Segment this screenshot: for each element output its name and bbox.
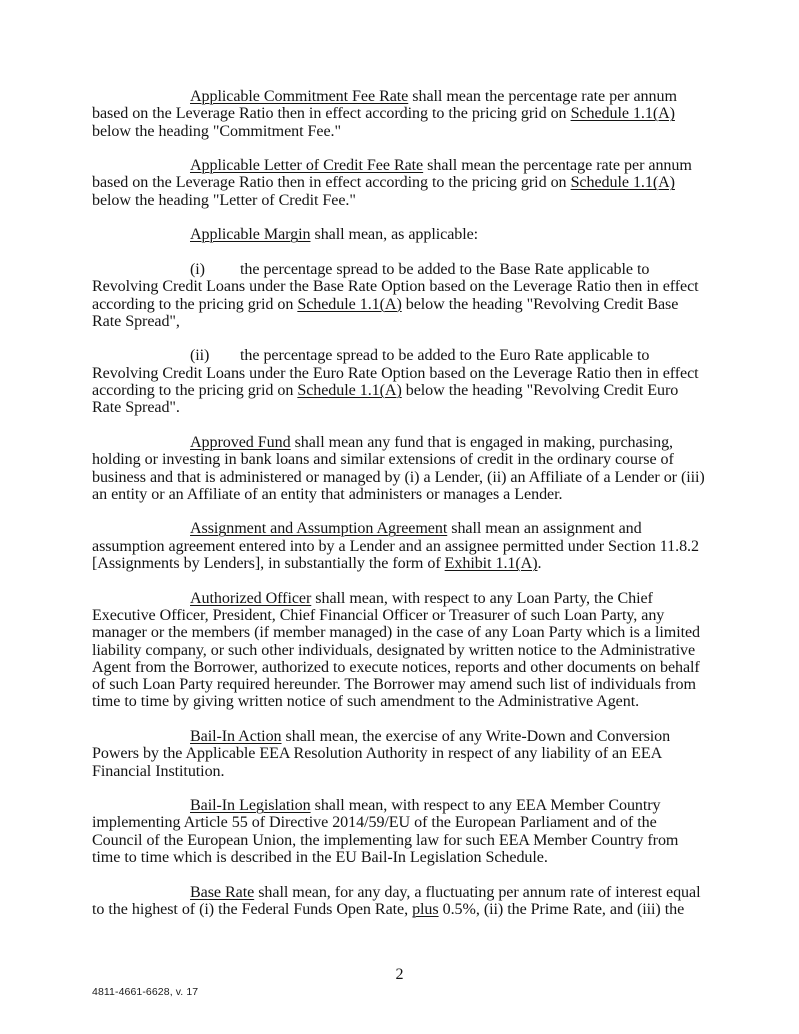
list-marker-ii: (ii) [190,347,210,365]
paragraph-text: shall mean an assignment and assumption agreement entered into by a Lender and an assignee permitted under Section 11.8.2 [Assignments by Lenders], in substantially the form of [92,520,699,573]
paragraph-text: below the heading "Commitment Fee." [92,122,341,140]
paragraph-text: shall mean the percentage rate per annum based on the Leverage Ratio then in effect according to the pricing grid on [92,88,677,123]
paragraph-text: shall mean the percentage rate per annum based on the Leverage Ratio then in effect according to the pricing grid on [92,157,692,192]
paragraph-text: below the heading "Revolving Credit Base Rate Spread", [92,295,679,330]
defined-term-bail-in-action: Bail-In Action [190,727,282,745]
paragraph-applicable-commitment-fee-rate [92,88,708,140]
paragraph-text: shall mean, for any day, a fluctuating per annum rate of interest equal to the highest of (i) the Federal Funds Open Rate, [92,883,701,918]
list-marker-i: (i) [190,260,205,278]
page-number: 2 [395,966,404,983]
paragraph-base-rate [92,884,708,919]
cross-reference-schedule-1-1-a: Schedule 1.1(A) [570,105,675,123]
cross-reference-schedule-1-1-a: Schedule 1.1(A) [297,295,402,313]
defined-term-approved-fund: Approved Fund [190,433,291,451]
paragraph-text: below the heading "Letter of Credit Fee." [92,191,356,209]
paragraph-approved-fund [92,434,708,503]
paragraph-text: shall mean, as applicable: [310,226,479,244]
paragraph-applicable-letter-of-credit-fee-rate [92,157,708,209]
defined-term-applicable-commitment-fee-rate: Applicable Commitment Fee Rate [190,88,409,105]
document-body [92,88,708,936]
paragraph-text: 0.5%, (ii) the Prime Rate, and (iii) the [438,900,685,918]
paragraph-text: shall mean any fund that is engaged in making, purchasing, holding or investing in bank loans and similar extensions of credit in the ordinary course of business and that is administered or managed by (i) a Lender, (ii) an Affiliate of a Lender or (iii) an entity or an Affiliate of an entity that administers or manages a Lender. [92,433,705,503]
paragraph-text: shall mean, with respect to any EEA Member Country implementing Article 55 of Directive 2014/59/EU of the European Parliament and of the Council of the European Union, the implementing law for such EEA Member Country from time to time which is described in the EU Bail-In Legislation Schedule. [92,797,679,867]
paragraph-bail-in-legislation [92,797,708,866]
cross-reference-schedule-1-1-a: Schedule 1.1(A) [570,174,675,192]
defined-term-assignment-and-assumption-agreement: Assignment and Assumption Agreement [190,520,448,538]
paragraph-text: below the heading "Revolving Credit Euro Rate Spread". [92,382,679,417]
defined-term-applicable-letter-of-credit-fee-rate: Applicable Letter of Credit Fee Rate [190,157,424,175]
paragraph-text: shall mean, the exercise of any Write-Down and Conversion Powers by the Applicable EEA Resolution Authority in respect of any liability of an EEA Financial Institution. [92,727,671,780]
paragraph-text: the percentage spread to be added to the Base Rate applicable to Revolving Credit Loans under the Base Rate Option based on the Leverage Ratio then in effect according to the pricing grid on [92,260,699,313]
document-id-footer: 4811-4661-6628, v. 17 [92,986,199,998]
paragraph-assignment-and-assumption-agreement [92,520,708,572]
defined-term-authorized-officer: Authorized Officer [190,589,312,607]
paragraph-bail-in-action [92,728,708,780]
paragraph-text: shall mean, with respect to any Loan Party, the Chief Executive Officer, President, Chief Financial Officer or Treasurer of such Loan Party, any manager or the members (if member managed) in the case of any Loan Party which is a limited liability company, or such other individuals, designated by written notice to the Administrative Agent from the Borrower, authorized to execute notices, reports and other documents on behalf of such Loan Party required hereunder. The Borrower may amend such list of individuals from time to time by giving written notice of such amendment to the Administrative Agent. [92,589,701,711]
paragraph-text: the percentage spread to be added to the Euro Rate applicable to Revolving Credit Loans under the Euro Rate Option based on the Leverage Ratio then in effect according to the pricing grid on [92,347,699,400]
paragraph-text: . [537,555,542,573]
paragraph-applicable-margin [92,226,708,243]
emphasis-plus: plus [412,900,439,918]
cross-reference-schedule-1-1-a: Schedule 1.1(A) [297,382,402,400]
cross-reference-exhibit-1-1-a: Exhibit 1.1(A) [444,555,538,573]
paragraph-applicable-margin-item-ii [92,347,708,416]
defined-term-bail-in-legislation: Bail-In Legislation [190,797,311,815]
defined-term-applicable-margin: Applicable Margin [190,226,311,244]
paragraph-authorized-officer [92,590,708,711]
defined-term-base-rate: Base Rate [190,883,255,901]
paragraph-applicable-margin-item-i [92,261,708,330]
